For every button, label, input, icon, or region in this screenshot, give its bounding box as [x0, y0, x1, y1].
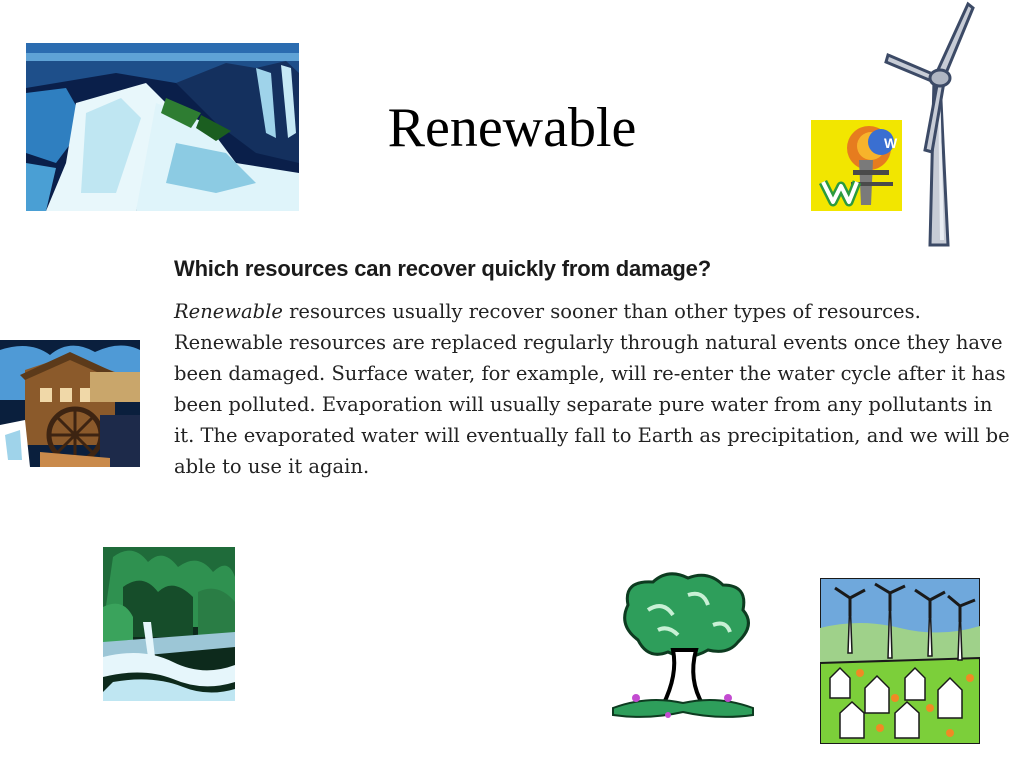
- tree-icon: [608, 570, 758, 720]
- waterfall-icon: [26, 43, 299, 211]
- question-heading: Which resources can recover quickly from damage?: [174, 256, 711, 281]
- body-paragraph: [172, 296, 1012, 482]
- paragraph-text: resources usually recover sooner than other types of resources. Renewable resources are replaced regularly through natural events once they have been damaged. Surface water, for example, will re-enter the water cycle after it has been polluted. Evaporation will usually separate pure water from any pollutants in it. The evaporated water will eventually fall to Earth as precipitation, and we will be able to use it again.: [174, 300, 1010, 478]
- wind-farm-village-icon: [820, 578, 980, 744]
- lead-term: Renewable: [174, 300, 283, 323]
- slide-title: Renewable: [387, 97, 637, 159]
- content-block: [172, 256, 1012, 482]
- logo-text: W: [884, 135, 898, 151]
- forest-stream-icon: [103, 547, 235, 701]
- watermill-icon: [0, 340, 140, 467]
- wind-turbine-icon: [880, 0, 975, 250]
